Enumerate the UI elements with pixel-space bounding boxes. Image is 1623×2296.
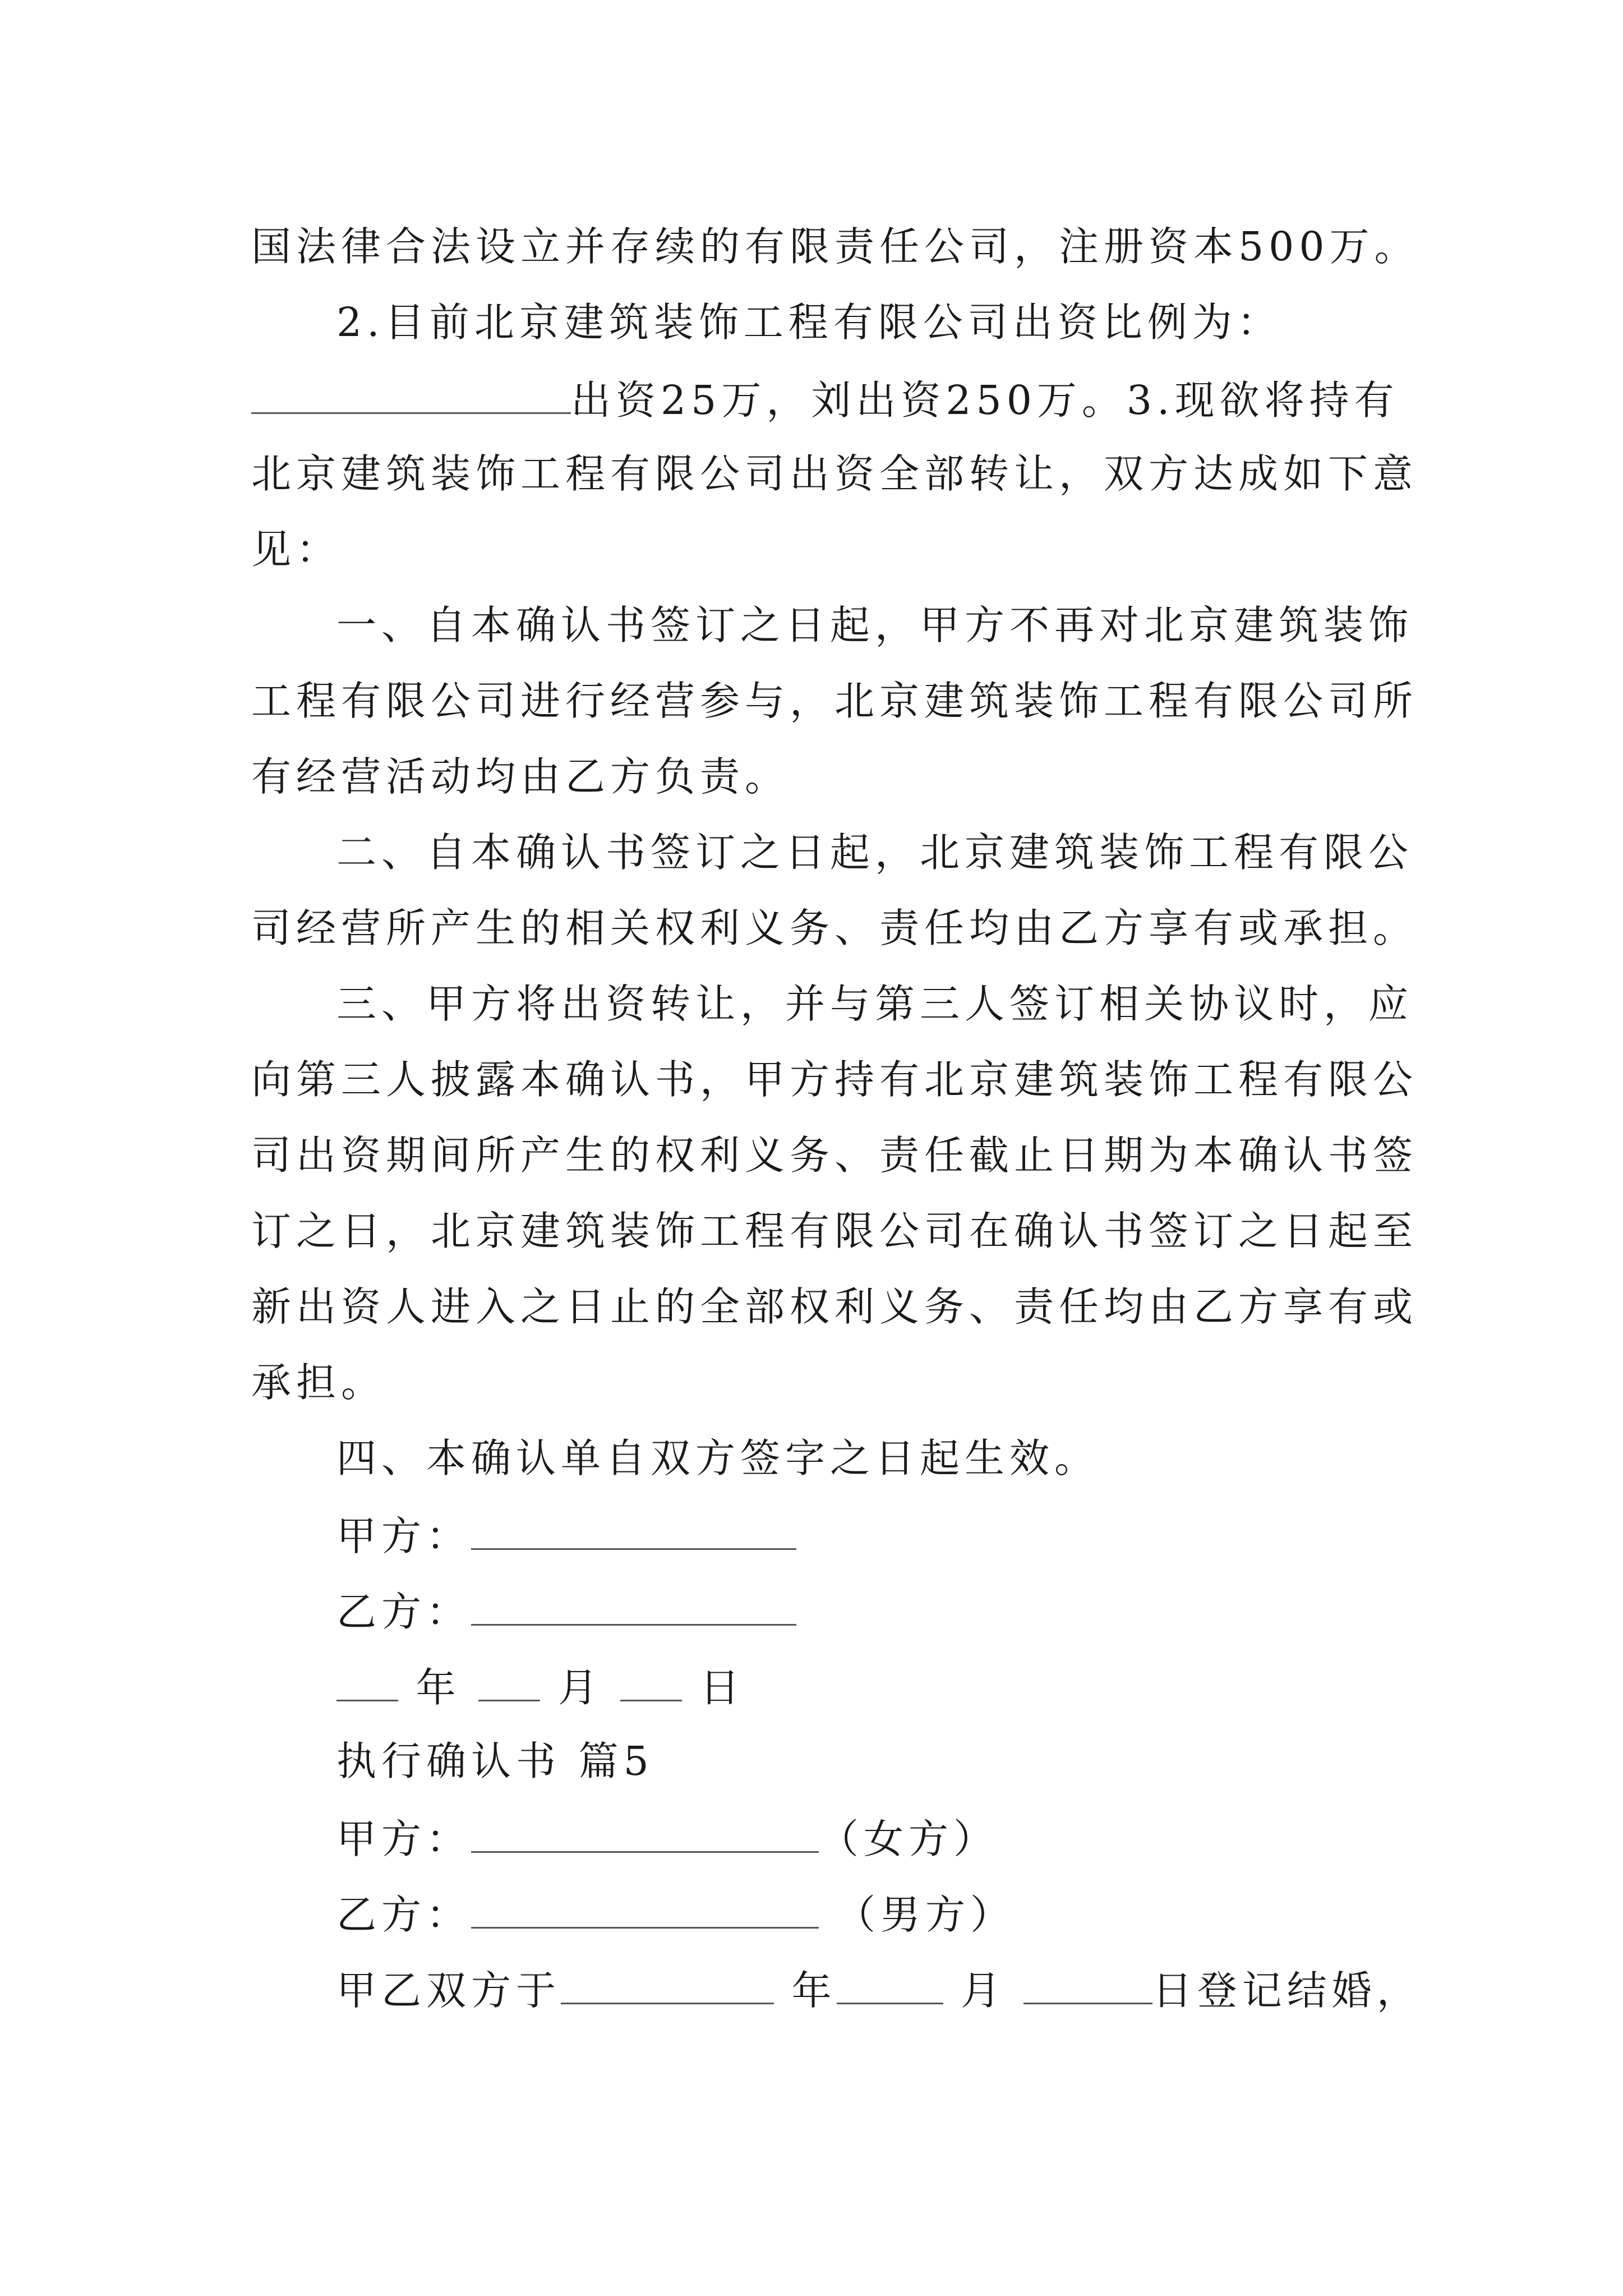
party-a-note: （女方） [819, 1816, 999, 1862]
marriage-date-blank [561, 1963, 774, 2004]
party-a-blank [471, 1812, 819, 1853]
paragraph-line: 一、自本确认书签订之日起，甲方不再对北京建筑装饰 [336, 602, 1414, 648]
day-blank [620, 1660, 682, 1701]
paragraph-line: 2.目前北京建筑装饰工程有限公司出资比例为： [336, 299, 1282, 346]
paragraph-line: 国法律合法设立并存续的有限责任公司，注册资本500万。 [251, 223, 1419, 270]
paragraph-line: 司经营所产生的相关权利义务、责任均由乙方享有或承担。 [251, 905, 1418, 951]
party-b-label: 乙方： [336, 1589, 472, 1635]
party-a-blank [471, 1509, 796, 1550]
party-b-label: 乙方： [336, 1892, 472, 1938]
paragraph-line: 三、甲方将出资转让，并与第三人签订相关协议时，应 [336, 981, 1414, 1027]
day-blank [1023, 1963, 1152, 2004]
party-b-note: （男方） [836, 1892, 1016, 1938]
year-blank [837, 1963, 943, 2004]
paragraph-line [251, 373, 1399, 426]
section5-party-b-line [336, 1888, 1015, 1940]
marriage-suffix: 日登记结婚， [1152, 1967, 1422, 2014]
section5-party-a-line [336, 1812, 998, 1865]
blank-line [251, 373, 571, 414]
section-title: 执行确认书 篇5 [336, 1738, 654, 1784]
paragraph-line: 司出资期间所产生的权利义务、责任截止日期为本确认书签 [251, 1132, 1418, 1179]
marriage-line [336, 1963, 1422, 2016]
day-label: 日 [699, 1664, 745, 1711]
year-label: 年 [791, 1967, 837, 2014]
paragraph-line: 向第三人披露本确认书，甲方持有北京建筑装饰工程有限公 [251, 1056, 1418, 1103]
paragraph-line: 二、自本确认书签订之日起，北京建筑装饰工程有限公 [336, 829, 1414, 876]
paragraph-line: 承担。 [251, 1359, 386, 1406]
line-text: 出资25万，刘出资250万。3.现欲将持有 [571, 377, 1399, 424]
date-line [336, 1660, 745, 1713]
party-b-blank [471, 1585, 796, 1626]
year-blank [336, 1660, 398, 1701]
paragraph-line: 有经营活动均由乙方负责。 [251, 753, 790, 800]
paragraph-line: 见： [251, 526, 342, 573]
month-blank [478, 1660, 540, 1701]
year-label: 年 [416, 1664, 461, 1711]
paragraph-line: 北京建筑装饰工程有限公司出资全部转让，双方达成如下意 [251, 450, 1418, 497]
party-a-label: 甲方： [336, 1513, 472, 1559]
signature-line-party-b [336, 1585, 796, 1637]
paragraph-line: 新出资人进入之日止的全部权利义务、责任均由乙方享有或 [251, 1283, 1418, 1330]
paragraph-line: 四、本确认单自双方签字之日起生效。 [336, 1435, 1100, 1481]
party-b-blank [471, 1888, 819, 1929]
paragraph-line: 订之日，北京建筑装饰工程有限公司在确认书签订之日起至 [251, 1208, 1418, 1254]
signature-line-party-a [336, 1509, 796, 1562]
month-label: 月 [961, 1967, 1006, 2014]
month-label: 月 [557, 1664, 603, 1711]
paragraph-line: 工程有限公司进行经营参与，北京建筑装饰工程有限公司所 [251, 678, 1418, 724]
marriage-prefix: 甲乙双方于 [336, 1967, 561, 2014]
party-a-label: 甲方： [336, 1816, 472, 1862]
